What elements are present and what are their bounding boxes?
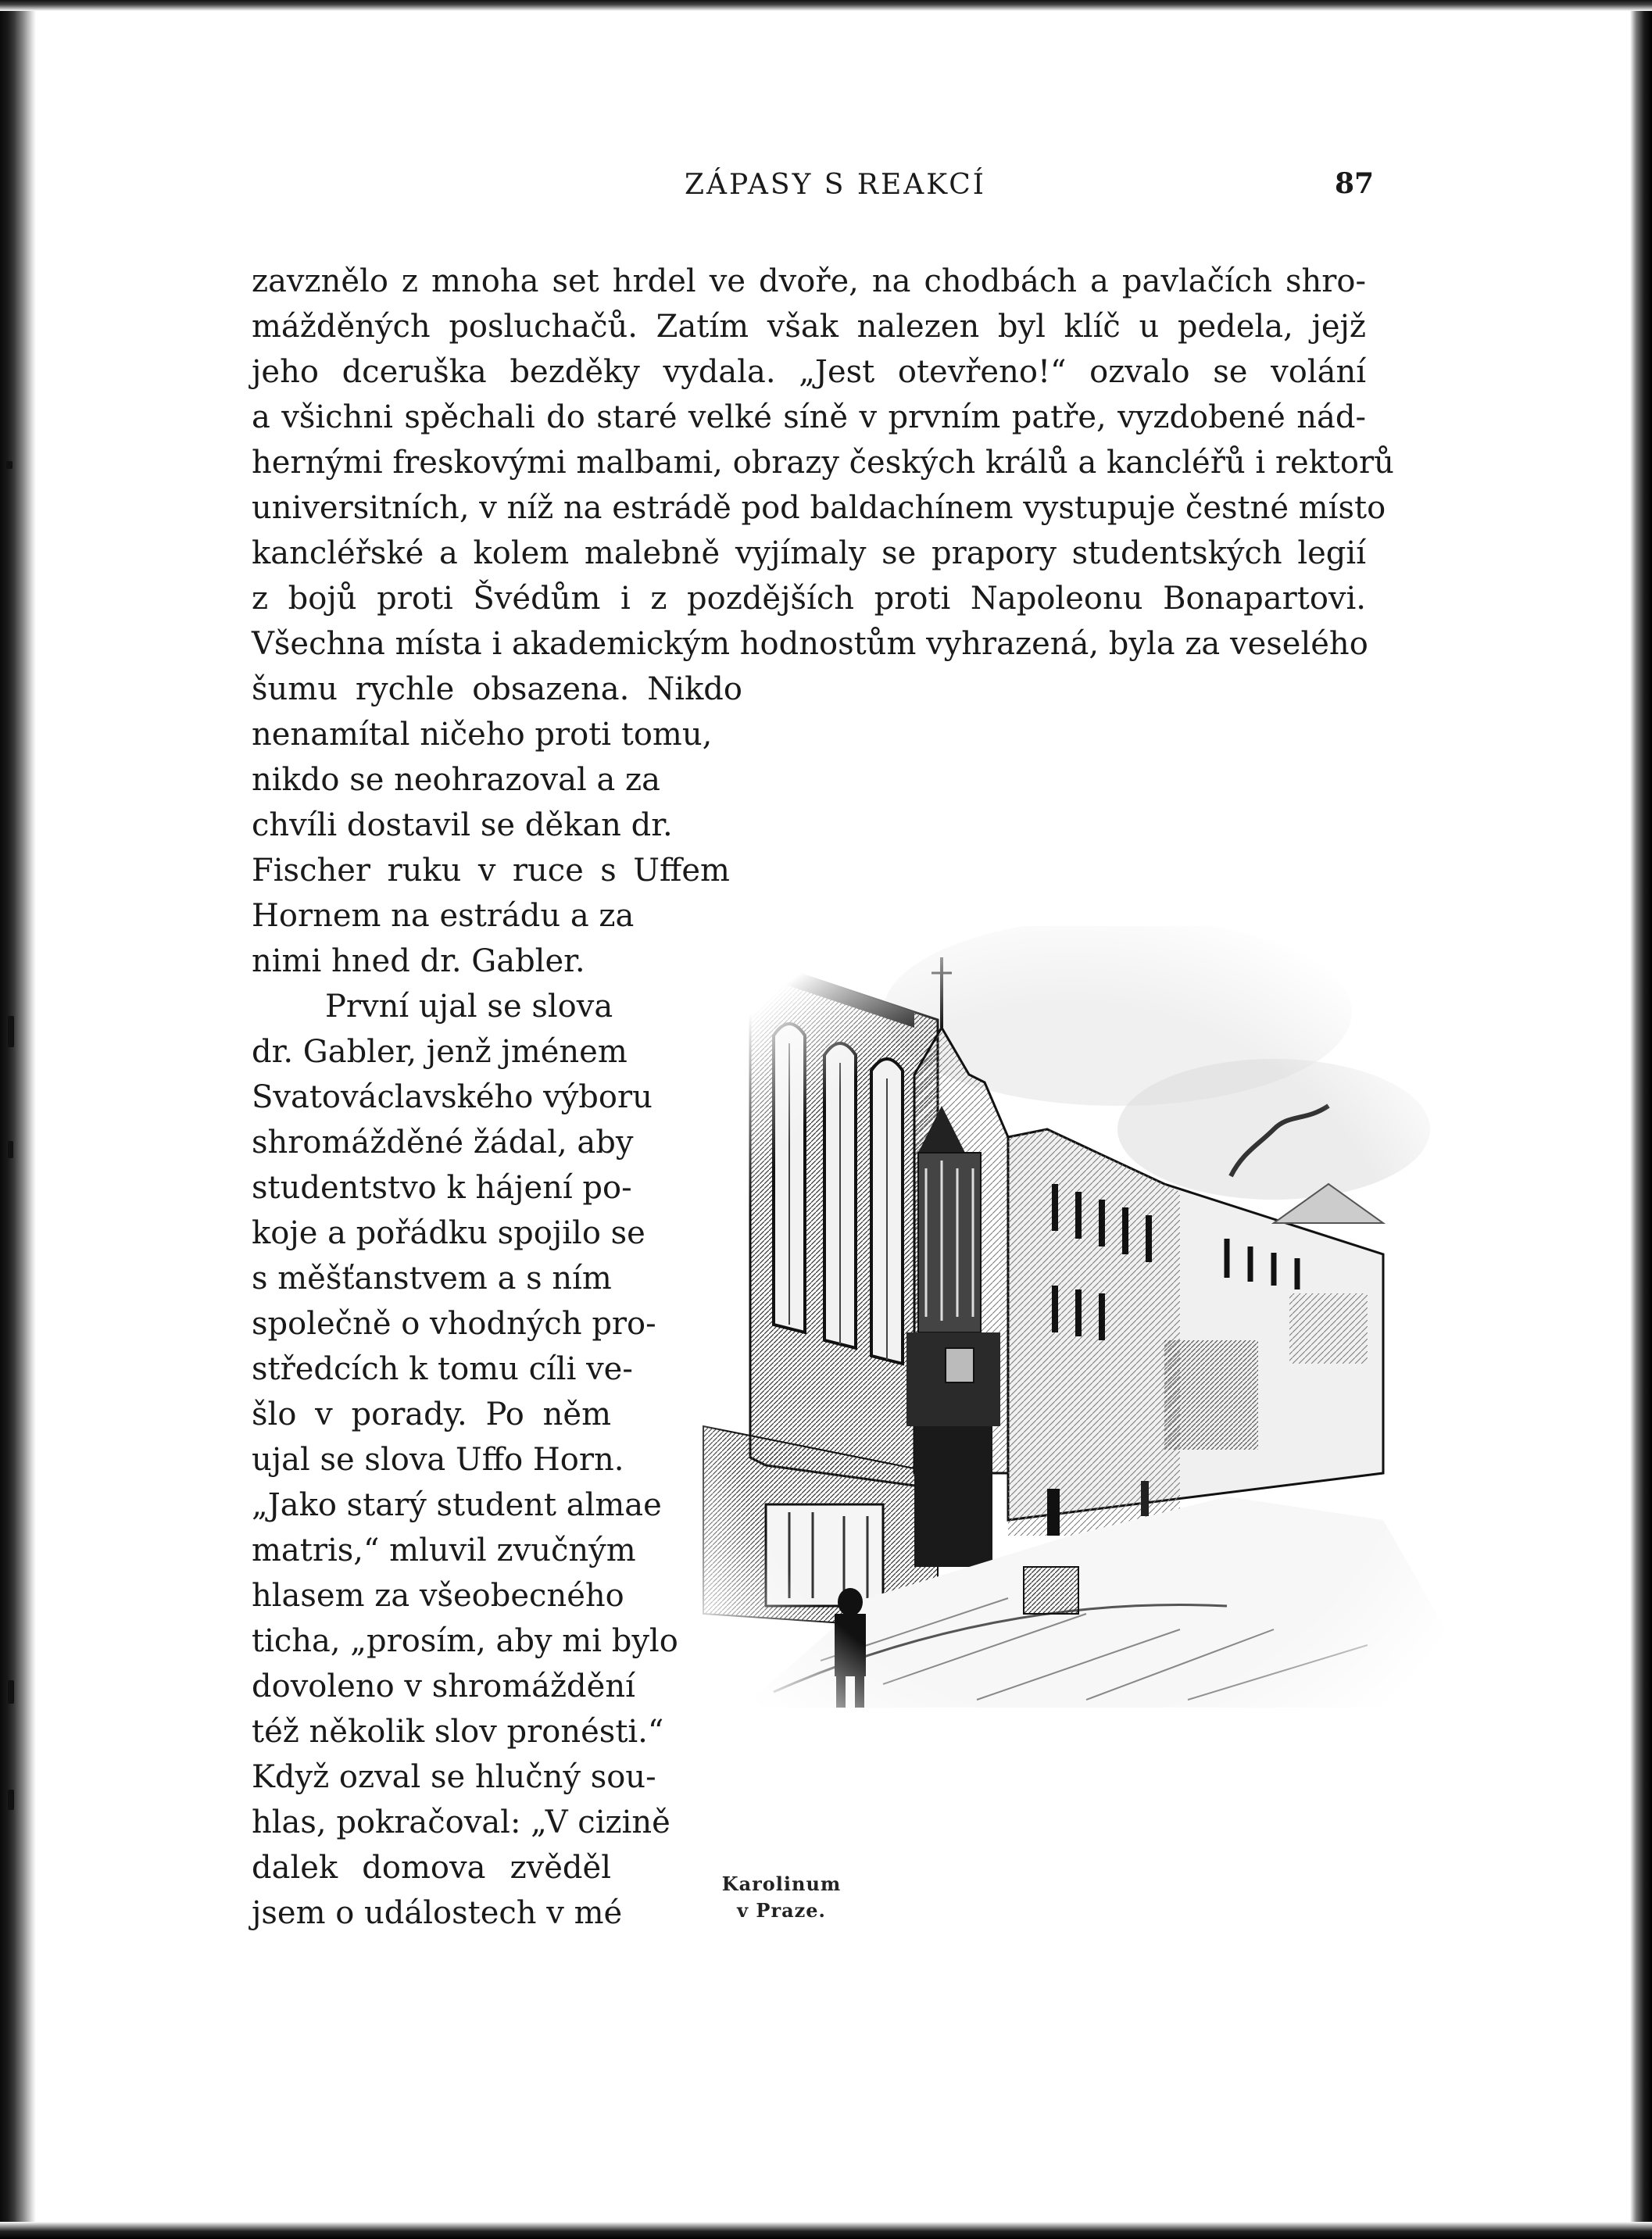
- text-line: [252, 1030, 628, 1074]
- text-line: též několik slov pronésti.“: [252, 1714, 664, 1750]
- scan-mark: [8, 1790, 14, 1810]
- scan-mark: [8, 1680, 14, 1704]
- page-number: 87: [1335, 167, 1375, 200]
- scan-top-edge: [0, 0, 1652, 11]
- scan-bottom-edge: [0, 2222, 1652, 2239]
- text-line: ujal se slova Uffo Horn.: [252, 1442, 624, 1478]
- text-line: hernými freskovými malbami, obrazy českých králů a kancléřů i rektorů: [252, 445, 1394, 481]
- text-line: zavznělo z mnoha set hrdel ve dvoře, na chodbách a pavlačích shro-: [252, 263, 1366, 299]
- text-line: s měšťanstvem a s ním: [252, 1261, 612, 1297]
- caption-line: v Praze.: [737, 1899, 826, 1922]
- text-line: dalek domova zvěděl: [252, 1850, 611, 1886]
- text-line-content: dr. Gabler, jenž jménem: [252, 1034, 628, 1070]
- text-line: „Jako starý student almae: [252, 1487, 662, 1523]
- scan-mark: [8, 1016, 14, 1047]
- text-line: Všechna místa i akademickým hodnostům vyhrazená, byla za veselého: [252, 626, 1368, 662]
- scan-left-edge: [0, 0, 36, 2239]
- text-line: mážděných posluchačů. Zatím však nalezen byl klíč u pedela, jejž: [252, 309, 1366, 345]
- text-line: koje a pořádku spojilo se: [252, 1215, 645, 1251]
- text-line: nimi hned dr. Gabler.: [252, 943, 585, 979]
- text-line: studentstvo k hájení po-: [252, 1170, 632, 1206]
- text-line: šlo v porady. Po něm: [252, 1397, 611, 1432]
- text-line: Hornem na estrádu a za: [252, 898, 635, 934]
- text-line: jsem o událostech v mé: [252, 1895, 623, 1931]
- karolinum-illustration: [680, 926, 1461, 1711]
- text-line: universitních, v níž na estrádě pod baldachínem vystupuje čestné místo: [252, 490, 1386, 526]
- text-line: hlasem za všeobecného: [252, 1578, 624, 1614]
- text-line: hlas, pokračoval: „V cizině: [252, 1804, 670, 1840]
- text-line: Když ozval se hlučný sou-: [252, 1759, 656, 1795]
- text-line: nikdo se neohrazoval a za: [252, 762, 660, 798]
- caption-line: Karolinum: [721, 1872, 842, 1895]
- text-line: Svatováclavského výboru: [252, 1079, 653, 1115]
- running-title: ZÁPASY S REAKCÍ: [685, 169, 986, 201]
- text-line: šumu rychle obsazena. Nikdo: [252, 671, 742, 707]
- text-line: a všichni spěchali do staré velké síně v prvním patře, vyzdobené nád-: [252, 399, 1366, 435]
- text-line: kancléřské a kolem malebně vyjímaly se prapory studentských legií: [252, 535, 1366, 571]
- text-line: jeho dceruška bezděky vydala. „Jest otevřeno!“ ozvalo se volání: [252, 354, 1366, 390]
- illustration-caption: [703, 1871, 860, 1924]
- text-line: ticha, „prosím, aby mi bylo: [252, 1623, 678, 1659]
- scan-mark: [8, 1141, 13, 1158]
- text-line: společně o vhodných pro-: [252, 1306, 656, 1342]
- text-line: matris,“ mluvil zvučným: [252, 1533, 636, 1568]
- text-line: středcích k tomu cíli ve-: [252, 1351, 633, 1387]
- scan-right-edge: [1630, 0, 1652, 2239]
- paragraph-start: První ujal se slova: [325, 989, 613, 1025]
- text-line: Fischer ruku v ruce s Uffem: [252, 853, 730, 889]
- text-line: shromážděné žádal, aby: [252, 1125, 634, 1161]
- text-line: dovoleno v shromáždění: [252, 1669, 635, 1704]
- text-line: nenamítal ničeho proti tomu,: [252, 717, 713, 753]
- text-line: chvíli dostavil se děkan dr.: [252, 807, 673, 843]
- text-line: z bojů proti Švédům i z pozdějších proti Napoleonu Bonapartovi.: [252, 581, 1366, 617]
- scan-mark: [6, 461, 13, 469]
